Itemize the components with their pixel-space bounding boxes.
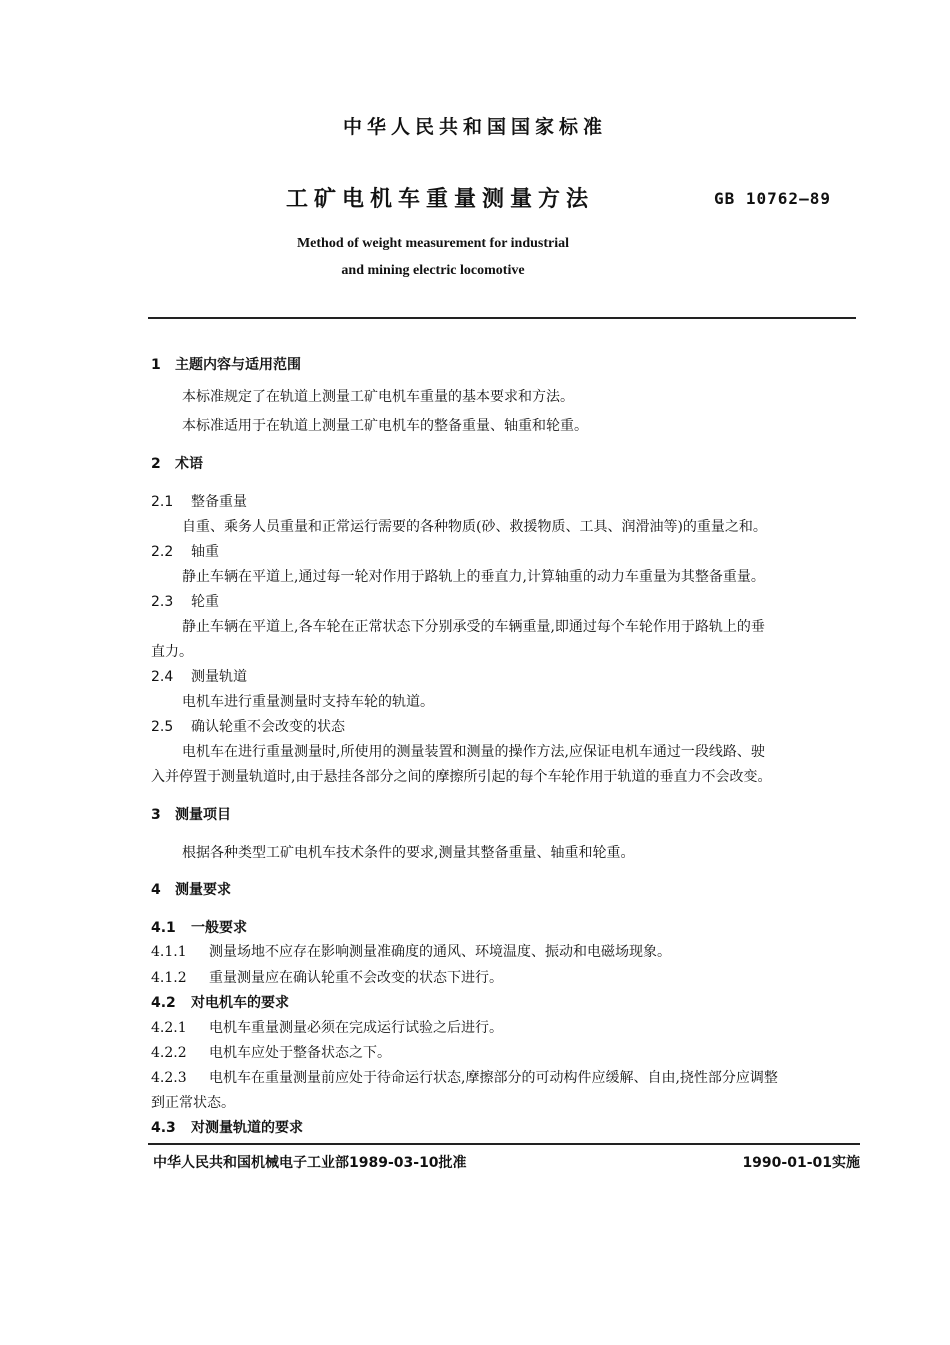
standard-number: GB 10762—89 — [714, 189, 831, 208]
section-2-heading: 2 术语 — [151, 456, 203, 472]
approval-statement: 中华人民共和国机械电子工业部1989-03-10批准 — [153, 1155, 467, 1171]
term-2-3-def-line1: 静止车辆在平道上,各车轮在正常状态下分别承受的车辆重量,即通过每个车轮作用于路轨上的垂 — [182, 619, 765, 635]
clause-4-2-3-line2: 到正常状态。 — [151, 1095, 235, 1111]
term-2-5-heading: 2.5 确认轮重不会改变的状态 — [151, 719, 345, 735]
effective-date: 1990-01-01实施 — [742, 1155, 860, 1171]
section-3-para-1: 根据各种类型工矿电机车技术条件的要求,测量其整备重量、轴重和轮重。 — [182, 845, 635, 861]
section-4-heading: 4 测量要求 — [151, 882, 231, 898]
section-1-para-2: 本标准适用于在轨道上测量工矿电机车的整备重量、轴重和轮重。 — [182, 418, 588, 434]
term-2-4-heading: 2.4 测量轨道 — [151, 669, 247, 685]
footer-rule — [148, 1143, 860, 1145]
clause-4-3-heading: 4.3 对测量轨道的要求 — [151, 1120, 303, 1136]
term-2-5-def-line1: 电机车在进行重量测量时,所使用的测量装置和测量的操作方法,应保证电机车通过一段线路、驶 — [182, 744, 765, 760]
term-2-3-def-line2: 直力。 — [151, 644, 193, 660]
clause-4-2-heading: 4.2 对电机车的要求 — [151, 995, 289, 1011]
english-title — [0, 230, 866, 284]
clause-4-2-1: 4.2.1 电机车重量测量必须在完成运行试验之后进行。 — [151, 1020, 503, 1036]
english-title-line1: Method of weight measurement for industrial — [296, 236, 570, 251]
term-2-2-heading: 2.2 轴重 — [151, 544, 219, 560]
clause-4-2-2: 4.2.2 电机车应处于整备状态之下。 — [151, 1045, 391, 1061]
standard-org-heading: 中华人民共和国国家标准 — [342, 116, 607, 138]
section-3-heading: 3 测量项目 — [151, 807, 231, 823]
section-1-heading: 1 主题内容与适用范围 — [151, 357, 301, 373]
term-2-5-def-line2: 入并停置于测量轨道时,由于悬挂各部分之间的摩擦所引起的每个车轮作用于轨道的垂直力不会改变。 — [151, 769, 772, 785]
term-2-4-def: 电机车进行重量测量时支持车轮的轨道。 — [182, 694, 434, 710]
term-2-3-heading: 2.3 轮重 — [151, 594, 219, 610]
clause-4-2-3-line1: 4.2.3 电机车在重量测量前应处于待命运行状态,摩擦部分的可动构件应缓解、自由,挠性部分应调整 — [151, 1070, 778, 1086]
clause-4-1-heading: 4.1 一般要求 — [151, 920, 247, 936]
top-rule — [148, 317, 856, 319]
section-1-para-1: 本标准规定了在轨道上测量工矿电机车重量的基本要求和方法。 — [182, 389, 574, 405]
clause-4-1-2: 4.1.2 重量测量应在确认轮重不会改变的状态下进行。 — [151, 970, 503, 986]
clause-4-1-1: 4.1.1 测量场地不应存在影响测量准确度的通风、环境温度、振动和电磁场现象。 — [151, 944, 671, 960]
term-2-2-def: 静止车辆在平道上,通过每一轮对作用于路轨上的垂直力,计算轴重的动力车重量为其整备重量。 — [182, 569, 765, 585]
english-title-line2: and mining electric locomotive — [341, 263, 525, 278]
term-2-1-def: 自重、乘务人员重量和正常运行需要的各种物质(砂、救援物质、工具、润滑油等)的重量之和。 — [182, 519, 767, 535]
term-2-1-heading: 2.1 整备重量 — [151, 494, 247, 510]
document-title: 工矿电机车重量测量方法 — [285, 187, 594, 212]
